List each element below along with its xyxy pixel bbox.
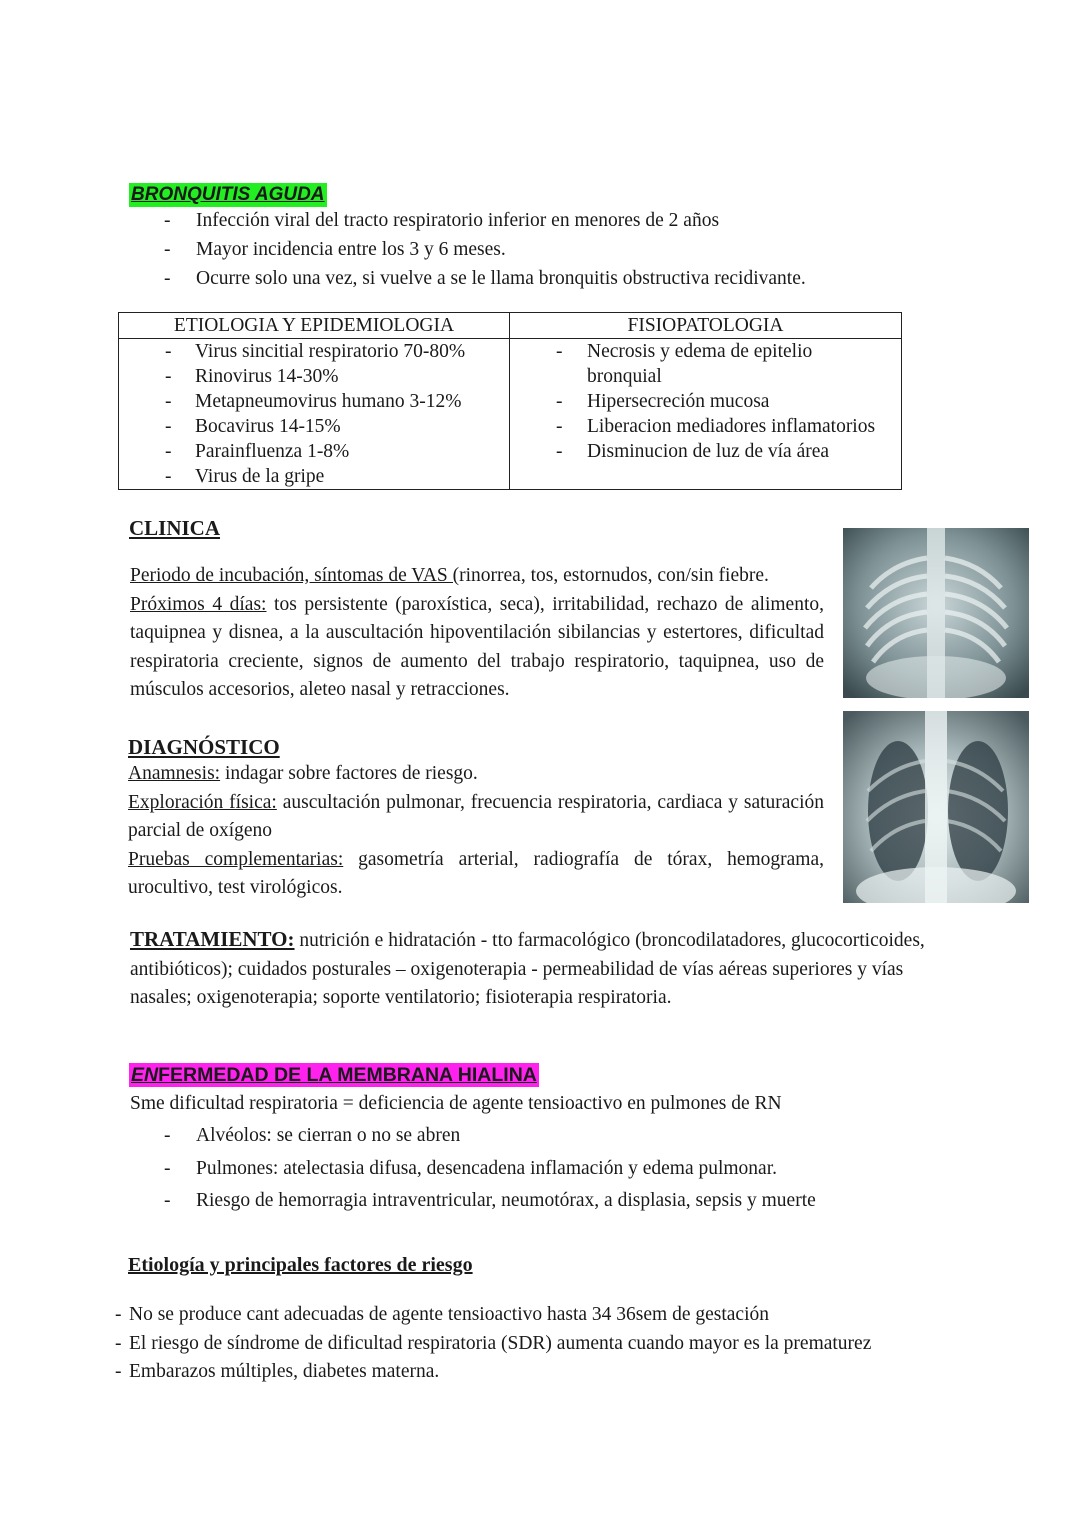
list-item: - Riesgo de hemorragia intraventricular, neumotórax, a displasia, sepsis y muerte	[130, 1185, 1030, 1218]
table-cell: - Disminucion de luz de vía área	[510, 439, 881, 464]
table-cell: - Virus de la gripe	[119, 464, 509, 489]
section-title-diagnostico: DIAGNÓSTICO	[128, 735, 280, 759]
section-title-hialina-rest: FERMEDAD DE LA MEMBRANA HIALINA	[158, 1064, 537, 1086]
bronquitis-bullet-list	[130, 206, 1030, 293]
list-item: - Pulmones: atelectasia difusa, desencadena inflamación y edema pulmonar.	[130, 1153, 1030, 1186]
clinica-label-incubacion: Periodo de incubación, síntomas de VAS (	[130, 565, 460, 586]
etiologia-subtitle: Etiología y principales factores de riesgo	[128, 1254, 473, 1276]
table-cell: - Rinovirus 14-30%	[119, 364, 509, 389]
table-column-etiologia	[119, 313, 510, 489]
section-title-bronquitis: BRONQUITIS AGUDA	[131, 184, 325, 205]
clinica-text-incubacion: rinorrea, tos, estornudos, con/sin fiebre.	[459, 565, 769, 586]
table-cell: - Virus sincitial respiratorio 70-80%	[119, 339, 509, 364]
chest-xray-image-1	[843, 528, 1029, 698]
table-cell: - Metapneumovirus humano 3-12%	[119, 389, 509, 414]
diagnostico-label-exploracion: Exploración física:	[128, 791, 277, 813]
diagnostico-label-anamnesis: Anamnesis:	[128, 763, 221, 784]
table-column-fisiopatologia	[510, 313, 901, 489]
list-item: - Embarazos múltiples, diabetes materna.	[115, 1358, 875, 1387]
table-cell: - Liberacion mediadores inflamatorios	[510, 414, 881, 439]
fisiopatologia-list	[510, 339, 901, 464]
diagnostico-text-exploracion: auscultación pulmonar, frecuencia respiratoria, cardiaca y saturación parcial de oxígeno	[128, 791, 825, 842]
list-item: - Infección viral del tracto respiratorio inferior en menores de 2 años	[130, 206, 1030, 235]
list-item: - No se produce cant adecuadas de agente tensioactivo hasta 34 36sem de gestación	[115, 1301, 875, 1330]
list-item: - El riesgo de síndrome de dificultad respiratoria (SDR) aumenta cuando mayor es la prematurez	[115, 1330, 875, 1359]
diagnostico-text-anamnesis: indagar sobre factores de riesgo.	[220, 763, 478, 784]
table-cell: - Bocavirus 14-15%	[119, 414, 509, 439]
list-item: - Alvéolos: se cierran o no se abren	[130, 1120, 1030, 1153]
tratamiento-paragraph	[130, 925, 950, 1013]
diagnostico-paragraph	[128, 760, 824, 903]
list-item: - Ocurre solo una vez, si vuelve a se le llama bronquitis obstructiva recidivante.	[130, 264, 1030, 293]
etiologia-list	[119, 339, 509, 489]
list-item: - Mayor incidencia entre los 3 y 6 meses.	[130, 235, 1030, 264]
clinica-paragraph	[130, 562, 824, 705]
etiologia-factores-list	[115, 1301, 875, 1387]
diagnostico-label-pruebas: Pruebas complementarias:	[128, 848, 344, 870]
tratamiento-label: TRATAMIENTO:	[130, 927, 295, 951]
clinica-text-proximos: tos persistente (paroxística, seca), irritabilidad, rechazo de alimento, taquipnea y disnea, a la auscultación hipoventilación sibilancias y estertores, dificultad respiratoria creciente, signos de aumento del trabajo respiratorio, taquipnea, uso de músculos accesorios, aleteo nasal y retracciones.	[130, 593, 824, 701]
table-cell: - Parainfluenza 1-8%	[119, 439, 509, 464]
table-cell: - Hipersecreción mucosa	[510, 389, 881, 414]
clinica-label-proximos: Próximos 4 días:	[130, 593, 267, 615]
table-header-fisiopatologia: FISIOPATOLOGIA	[510, 313, 901, 339]
diagnostico-text-pruebas: gasometría arterial, radiografía de tórax, hemograma, urocultivo, test virológicos.	[128, 848, 824, 899]
hialina-intro: Sme dificultad respiratoria = deficiencia de agente tensioactivo en pulmones de RN	[130, 1093, 782, 1114]
section-title-hialina-italic: EN	[131, 1064, 159, 1086]
hialina-bullet-list	[130, 1120, 1030, 1218]
table-cell: - Necrosis y edema de epitelio bronquial	[510, 339, 881, 389]
section-title-hialina	[129, 1063, 539, 1087]
tratamiento-text: nutrición e hidratación - tto farmacológico (broncodilatadores, glucocorticoides, antibióticos); cuidados posturales – oxigenoterapia - permeabilidad de vías aéreas superiores y vías nasales; oxigenoterapia; soporte ventilatorio; fisioterapia respiratoria.	[130, 930, 925, 1009]
chest-xray-image-2	[843, 711, 1029, 903]
etiologia-fisiopatologia-table	[118, 312, 902, 490]
section-title-clinica: CLINICA	[129, 516, 221, 540]
table-header-etiologia: ETIOLOGIA Y EPIDEMIOLOGIA	[119, 313, 509, 339]
